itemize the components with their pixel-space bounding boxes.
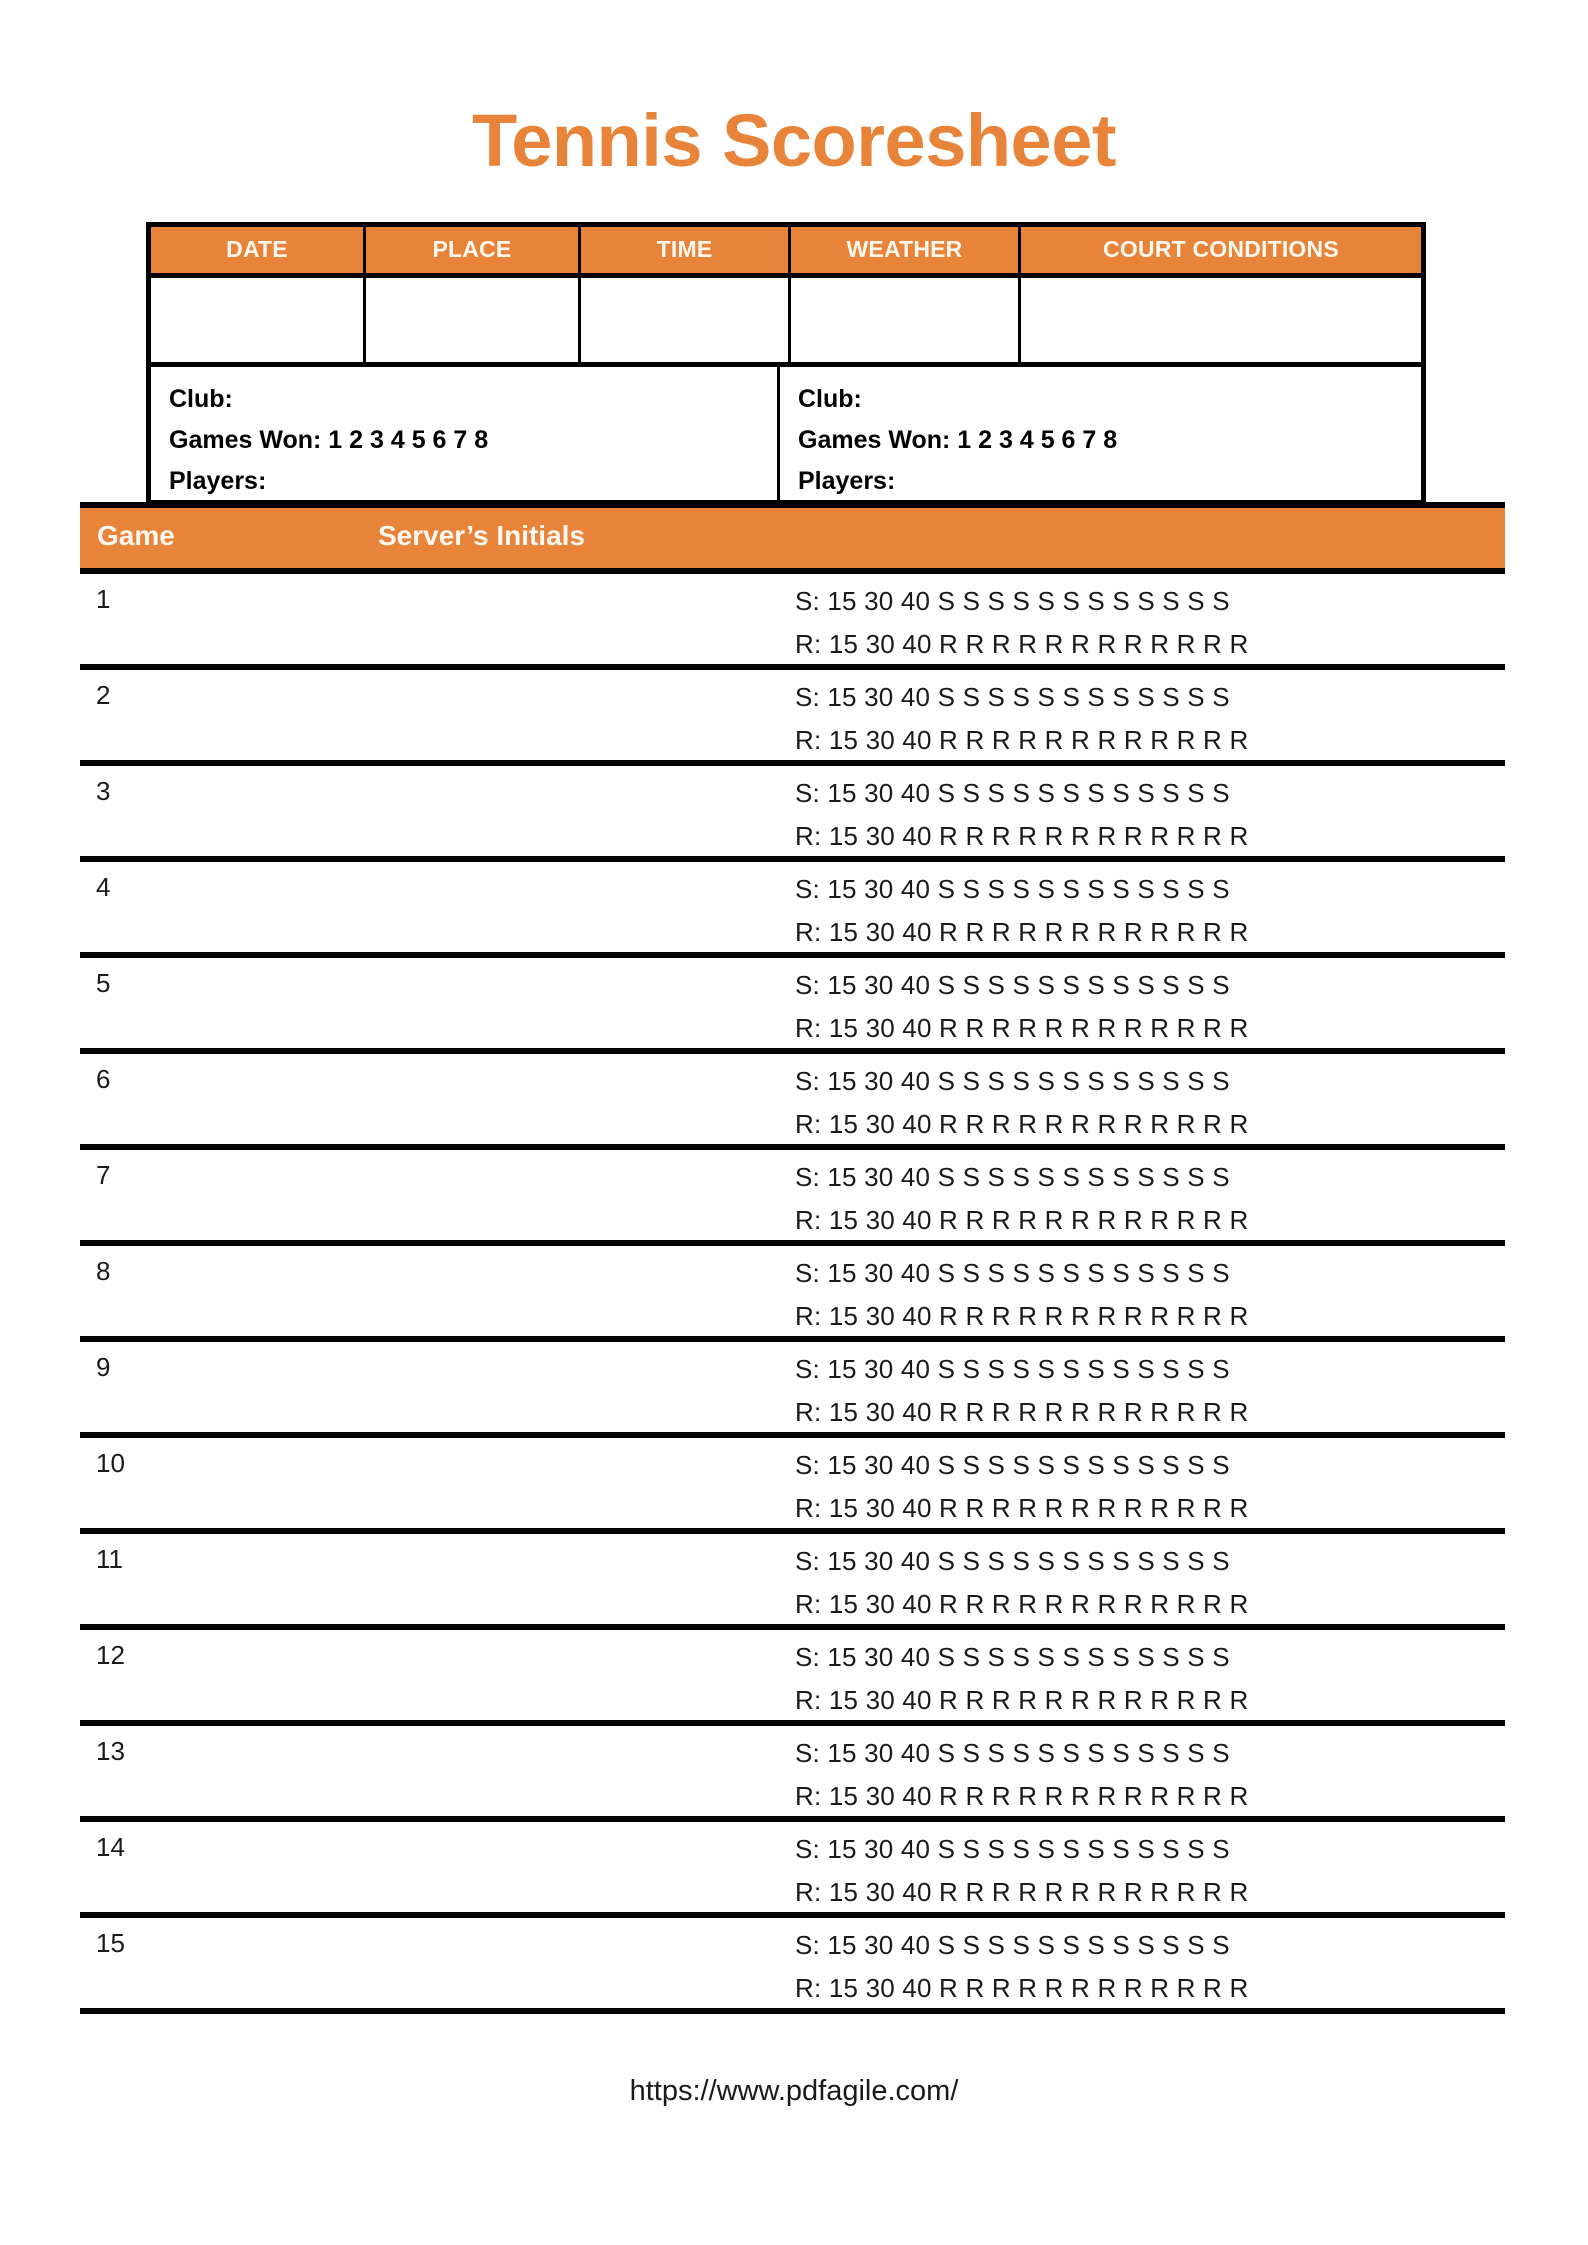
server-score-line[interactable]: S: 15 30 40 S S S S S S S S S S S S	[795, 1066, 1230, 1096]
table-row	[80, 958, 1505, 1054]
table-row	[80, 574, 1505, 670]
table-row	[80, 670, 1505, 766]
receiver-score-line[interactable]: R: 15 30 40 R R R R R R R R R R R R	[795, 629, 1249, 659]
team-two-games-won-label[interactable]: Games Won: 1 2 3 4 5 6 7 8	[798, 426, 1118, 454]
receiver-score-line[interactable]: R: 15 30 40 R R R R R R R R R R R R	[795, 1973, 1249, 2003]
receiver-score-line[interactable]: R: 15 30 40 R R R R R R R R R R R R	[795, 1685, 1249, 1715]
team-one-club-label[interactable]: Club:	[169, 385, 233, 413]
server-score-line[interactable]: S: 15 30 40 S S S S S S S S S S S S	[795, 586, 1230, 616]
score-tally-group	[795, 1060, 1248, 1146]
server-score-line[interactable]: S: 15 30 40 S S S S S S S S S S S S	[795, 1930, 1230, 1960]
game-number: 14	[96, 1832, 125, 1862]
table-row	[80, 862, 1505, 958]
score-tally-group	[795, 1252, 1248, 1338]
team-two-players-label[interactable]: Players:	[798, 467, 896, 495]
score-tally-group	[795, 1732, 1248, 1818]
table-row	[80, 1822, 1505, 1918]
table-row	[80, 1342, 1505, 1438]
table-row	[80, 1438, 1505, 1534]
column-header-game: Game	[97, 520, 175, 551]
server-score-line[interactable]: S: 15 30 40 S S S S S S S S S S S S	[795, 1546, 1230, 1576]
receiver-score-line[interactable]: R: 15 30 40 R R R R R R R R R R R R	[795, 1301, 1249, 1331]
column-header-time: TIME	[581, 227, 791, 273]
column-header-place: PLACE	[366, 227, 581, 273]
receiver-score-line[interactable]: R: 15 30 40 R R R R R R R R R R R R	[795, 821, 1249, 851]
game-number: 1	[96, 584, 111, 614]
table-row	[80, 1630, 1505, 1726]
game-number: 11	[96, 1544, 123, 1574]
receiver-score-line[interactable]: R: 15 30 40 R R R R R R R R R R R R	[795, 725, 1249, 755]
team-one-games-won-label[interactable]: Games Won: 1 2 3 4 5 6 7 8	[169, 426, 489, 454]
game-number: 13	[96, 1736, 125, 1766]
game-number: 12	[96, 1640, 125, 1670]
game-number: 10	[96, 1448, 125, 1478]
score-tally-group	[795, 964, 1248, 1050]
score-tally-group	[795, 1156, 1248, 1242]
score-tally-group	[795, 772, 1248, 858]
score-tally-group	[795, 676, 1248, 762]
weather-field[interactable]	[791, 278, 1021, 362]
server-score-line[interactable]: S: 15 30 40 S S S S S S S S S S S S	[795, 1450, 1230, 1480]
column-header-weather: WEATHER	[791, 227, 1021, 273]
receiver-score-line[interactable]: R: 15 30 40 R R R R R R R R R R R R	[795, 1013, 1249, 1043]
table-row	[80, 1054, 1505, 1150]
match-info-entry-row	[151, 278, 1421, 367]
server-score-line[interactable]: S: 15 30 40 S S S S S S S S S S S S	[795, 1162, 1230, 1192]
receiver-score-line[interactable]: R: 15 30 40 R R R R R R R R R R R R	[795, 1877, 1249, 1907]
server-score-line[interactable]: S: 15 30 40 S S S S S S S S S S S S	[795, 970, 1230, 1000]
game-number: 2	[96, 680, 111, 710]
server-score-line[interactable]: S: 15 30 40 S S S S S S S S S S S S	[795, 1354, 1230, 1384]
receiver-score-line[interactable]: R: 15 30 40 R R R R R R R R R R R R	[795, 1205, 1249, 1235]
team-two-club-label[interactable]: Club:	[798, 385, 862, 413]
team-details-row	[151, 367, 1421, 500]
server-score-line[interactable]: S: 15 30 40 S S S S S S S S S S S S	[795, 1738, 1230, 1768]
court-conditions-field[interactable]	[1021, 278, 1421, 362]
game-number: 9	[96, 1352, 111, 1382]
score-tally-group	[795, 1540, 1248, 1626]
table-row	[80, 1534, 1505, 1630]
score-tally-group	[795, 1444, 1248, 1530]
score-tally-group	[795, 1828, 1248, 1914]
column-header-court-conditions: COURT CONDITIONS	[1103, 236, 1339, 262]
receiver-score-line[interactable]: R: 15 30 40 R R R R R R R R R R R R	[795, 1493, 1249, 1523]
score-tally-group	[795, 1348, 1248, 1434]
game-number: 15	[96, 1928, 125, 1958]
game-number: 3	[96, 776, 111, 806]
game-number: 7	[96, 1160, 111, 1190]
column-header-server-initials: Server’s Initials	[378, 520, 586, 551]
column-header-date: DATE	[151, 227, 366, 273]
table-row	[80, 1150, 1505, 1246]
score-tally-group	[795, 1636, 1248, 1722]
score-tally-group	[795, 868, 1248, 954]
team-one-block	[151, 367, 780, 500]
score-table-header	[80, 502, 1505, 574]
score-rows-container	[80, 574, 1505, 2014]
receiver-score-line[interactable]: R: 15 30 40 R R R R R R R R R R R R	[795, 1109, 1249, 1139]
place-field[interactable]	[366, 278, 581, 362]
table-row	[80, 1246, 1505, 1342]
game-number: 5	[96, 968, 111, 998]
table-row	[80, 1918, 1505, 2014]
time-field[interactable]	[581, 278, 791, 362]
team-two-block	[780, 367, 1421, 500]
server-score-line[interactable]: S: 15 30 40 S S S S S S S S S S S S	[795, 1834, 1230, 1864]
server-score-line[interactable]: S: 15 30 40 S S S S S S S S S S S S	[795, 1258, 1230, 1288]
server-score-line[interactable]: S: 15 30 40 S S S S S S S S S S S S	[795, 682, 1230, 712]
score-table	[80, 502, 1505, 2014]
footer-url[interactable]: https://www.pdfagile.com/	[629, 2075, 959, 2107]
server-score-line[interactable]: S: 15 30 40 S S S S S S S S S S S S	[795, 1642, 1230, 1672]
table-row	[80, 766, 1505, 862]
server-score-line[interactable]: S: 15 30 40 S S S S S S S S S S S S	[795, 778, 1230, 808]
receiver-score-line[interactable]: R: 15 30 40 R R R R R R R R R R R R	[795, 1397, 1249, 1427]
score-tally-group	[795, 1924, 1248, 2010]
score-tally-group	[795, 580, 1248, 666]
game-number: 4	[96, 872, 111, 902]
receiver-score-line[interactable]: R: 15 30 40 R R R R R R R R R R R R	[795, 1589, 1249, 1619]
team-one-players-label[interactable]: Players:	[169, 467, 267, 495]
receiver-score-line[interactable]: R: 15 30 40 R R R R R R R R R R R R	[795, 1781, 1249, 1811]
match-info-table	[146, 222, 1426, 505]
game-number: 6	[96, 1064, 111, 1094]
table-row	[80, 1726, 1505, 1822]
date-field[interactable]	[151, 278, 366, 362]
server-score-line[interactable]: S: 15 30 40 S S S S S S S S S S S S	[795, 874, 1230, 904]
game-number: 8	[96, 1256, 111, 1286]
page-title: Tennis Scoresheet	[471, 99, 1117, 182]
match-info-header-row	[151, 227, 1421, 278]
receiver-score-line[interactable]: R: 15 30 40 R R R R R R R R R R R R	[795, 917, 1249, 947]
